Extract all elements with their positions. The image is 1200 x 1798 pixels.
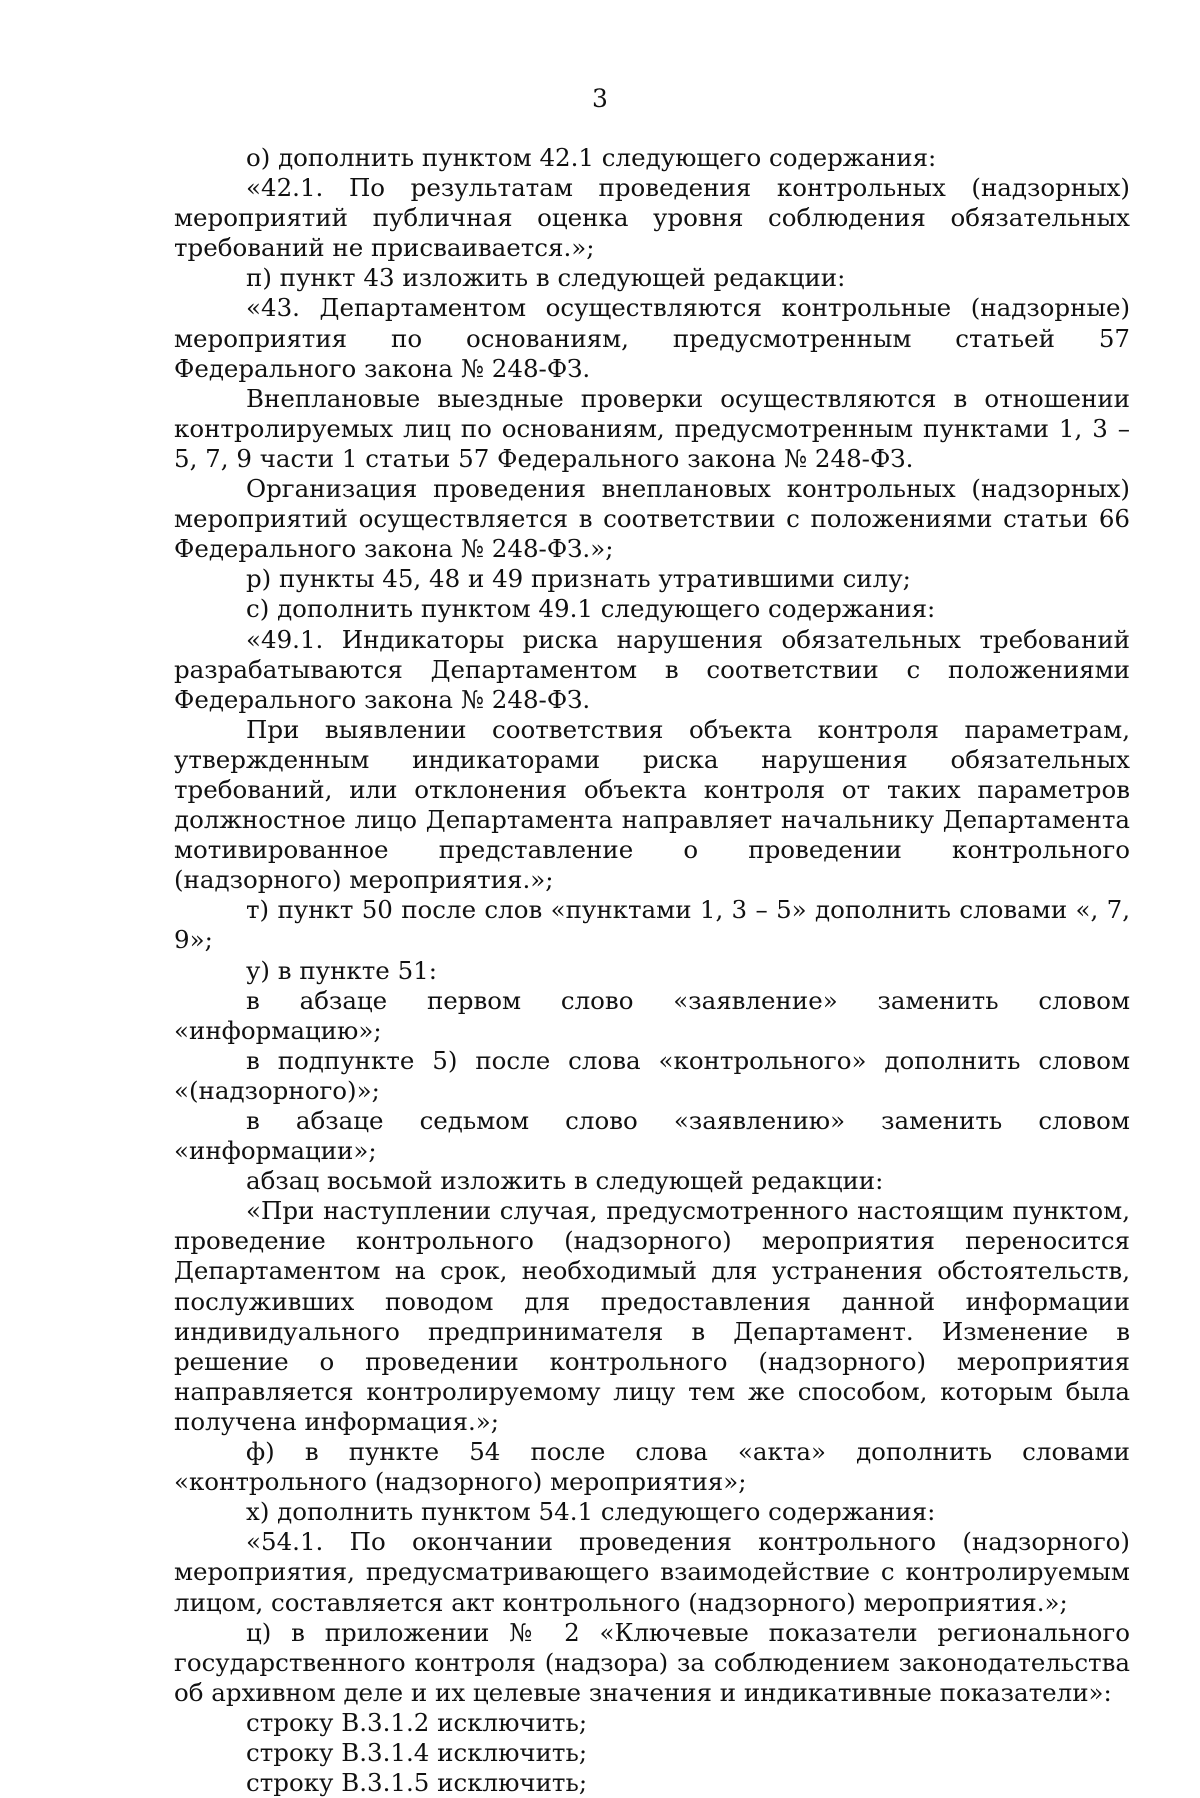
paragraph-42-1: «42.1. По результатам проведения контрольных (надзорных) мероприятий публичная оценка уровня соблюдения обязательных требований не присваивается.»;	[174, 173, 1130, 263]
paragraph-risk-indicators: При выявлении соответствия объекта контроля параметрам, утвержденным индикаторами риска нарушения обязательных требований, или отклонения объекта контроля от таких параметров должностное лицо Департамента направляет начальнику Департамента мотивированное представление о проведении контрольного (надзорного) мероприятия.»;	[174, 714, 1130, 895]
paragraph-u: у) в пункте 51:	[246, 955, 437, 985]
paragraph-eighth-abzac: абзац восьмой изложить в следующей редакции:	[246, 1166, 884, 1196]
paragraph-o: о) дополнить пунктом 42.1 следующего содержания:	[246, 143, 937, 172]
paragraph-54-1: «54.1. По окончании проведения контрольного (надзорного) мероприятия, предусматривающего взаимодействие с контролируемым лицом, составляется акт контрольного (надзорного) мероприятия.»;	[174, 1527, 1130, 1617]
paragraph-row-b3-1-4: строку В.3.1.4 исключить;	[246, 1737, 588, 1767]
paragraph-49-1: «49.1. Индикаторы риска нарушения обязательных требований разрабатываются Департаментом в соответствии с положениями Федерального закона № 248-ФЗ.	[174, 624, 1130, 714]
paragraph-s: с) дополнить пунктом 49.1 следующего содержания:	[246, 594, 936, 624]
paragraph-ts: ц) в приложении № 2 «Ключевые показатели регионального государственного контроля (надзора) за соблюдением законодательства об архивном деле и их целевые значения и индикативные показатели»:	[174, 1617, 1130, 1707]
paragraph-row-b3-1-2: строку В.3.1.2 исключить;	[246, 1707, 588, 1737]
paragraph-r: р) пункты 45, 48 и 49 признать утратившими силу;	[246, 564, 911, 594]
paragraph-t: т) пункт 50 после слов «пунктами 1, 3 – 5» дополнить словами «, 7, 9»;	[174, 895, 1130, 955]
page-number: 3	[592, 84, 608, 113]
paragraph-new-eighth-abzac: «При наступлении случая, предусмотренного настоящим пунктом, проведение контрольного (надзорного) мероприятия переносится Департаментом на срок, необходимый для устранения обстоятельств, послуживших поводом для предоставления данной информации индивидуального предпринимателя в Департамент. Изменение в решение о проведении контрольного (надзорного) мероприятия направляется контролируемому лицу тем же способом, которым была получена информация.»;	[174, 1196, 1130, 1436]
paragraph-subitem-5: в подпункте 5) после слова «контрольного» дополнить словом «(надзорного)»;	[174, 1045, 1130, 1105]
paragraph-f: ф) в пункте 54 после слова «акта» дополнить словами «контрольного (надзорного) мероприятия»;	[174, 1437, 1130, 1497]
paragraph-first-abzac: в абзаце первом слово «заявление» заменить словом «информацию»;	[174, 985, 1130, 1045]
document-body	[174, 143, 1130, 1798]
paragraph-unscheduled-inspections: Внеплановые выездные проверки осуществляются в отношении контролируемых лиц по основаниям, предусмотренным пунктами 1, 3 – 5, 7, 9 части 1 статьи 57 Федерального закона № 248-ФЗ.	[174, 383, 1130, 473]
paragraph-p: п) пункт 43 изложить в следующей редакции:	[246, 263, 846, 293]
paragraph-row-b3-1-5: строку В.3.1.5 исключить;	[246, 1768, 588, 1798]
paragraph-kh: х) дополнить пунктом 54.1 следующего содержания:	[246, 1497, 936, 1527]
paragraph-43: «43. Департаментом осуществляются контрольные (надзорные) мероприятия по основаниям, предусмотренным статьей 57 Федерального закона № 248-ФЗ.	[174, 293, 1130, 383]
paragraph-seventh-abzac: в абзаце седьмом слово «заявлению» заменить словом «информации»;	[174, 1106, 1130, 1166]
paragraph-organization: Организация проведения внеплановых контрольных (надзорных) мероприятий осуществляется в соответствии с положениями статьи 66 Федерального закона № 248-ФЗ.»;	[174, 474, 1130, 564]
